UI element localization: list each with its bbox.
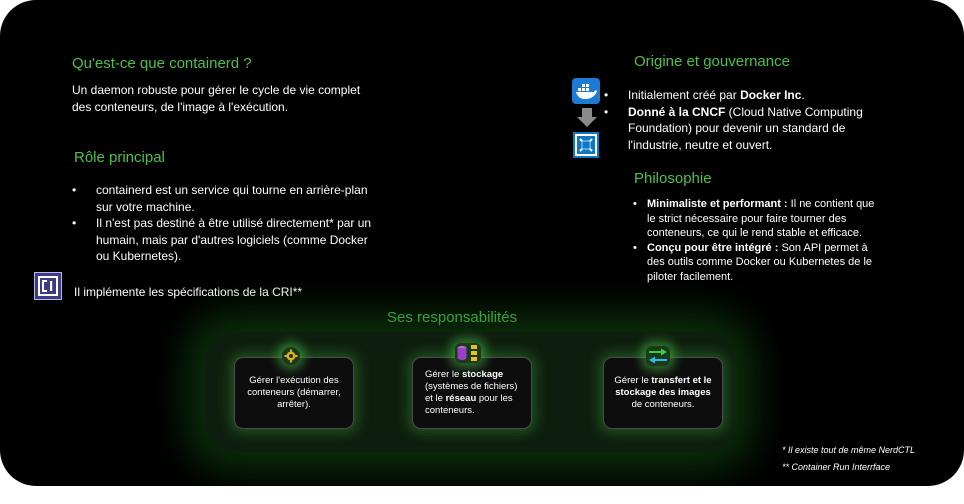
what-text: Un daemon robuste pour gérer le cycle de vie complet des conteneurs, de l'image à l'exécution.: [72, 83, 361, 114]
cri-text: Il implémente les spécifications de la CRI**: [74, 285, 303, 299]
docker-icon: [572, 78, 600, 104]
responsibility-card-images: Gérer le transfert et le stockage des images de conteneurs.: [603, 357, 723, 429]
database-icon: [455, 343, 481, 363]
philosophy-title: Philosophie: [634, 170, 712, 187]
what-title: Qu'est-ce que containerd ?: [72, 55, 252, 72]
philosophy-item: • Minimaliste et performant : Il ne contient que le strict nécessaire pour faire tourner des conteneurs, ce qui le rend stable et efficace.: [633, 197, 875, 241]
responsibilities-title: Ses responsabilités: [387, 309, 518, 326]
role-title: Rôle principal: [74, 149, 165, 166]
footnote-cri: ** Container Run Interrface: [782, 462, 891, 472]
footnote-nerdctl: * Il existe tout de même NerdCTL: [782, 445, 916, 455]
responsibility-card-execution: Gérer l'exécution des conteneurs (démarrer, arrêter).: [234, 357, 354, 429]
origin-list: [604, 87, 894, 153]
origin-item: • Initialement créé par Docker Inc.: [604, 87, 894, 104]
role-item: • containerd est un service qui tourne en arrière-plan sur votre machine.: [72, 182, 382, 215]
origin-title: Origine et gouvernance: [634, 53, 790, 70]
cri-logo-icon: [34, 272, 62, 300]
origin-item: • Donné à la CNCF (Cloud Native Computing Foundation) pour devenir un standard de l'industrie, neutre et ouvert.: [604, 104, 894, 154]
philosophy-list: [633, 197, 875, 284]
responsibility-card-storage: Gérer le stockage (systèmes de fichiers) et le réseau pour les conteneurs.: [412, 357, 532, 429]
cncf-icon: [573, 132, 599, 158]
philosophy-item: • Conçu pour être intégré : Son API permet à des outils comme Docker ou Kubernetes de le piloter facilement.: [633, 241, 875, 285]
gear-icon: [282, 347, 300, 365]
arrow-down-icon: [576, 108, 598, 128]
role-item: • Il n'est pas destiné à être utilisé directement* par un humain, mais par d'autres logiciels (comme Docker ou Kubernetes).: [72, 215, 382, 265]
transfer-arrows-icon: [646, 346, 670, 366]
role-list: [72, 182, 382, 265]
